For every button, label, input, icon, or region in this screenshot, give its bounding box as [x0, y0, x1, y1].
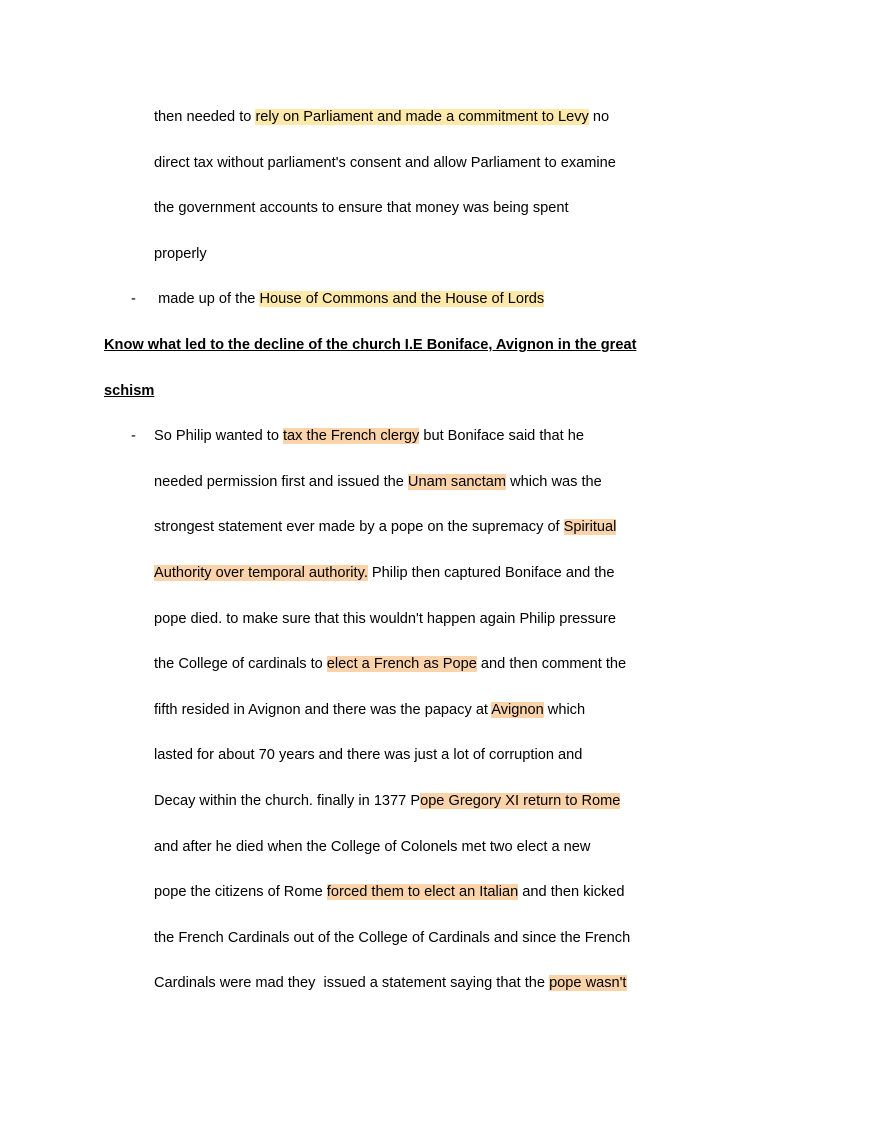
paragraph-line — [154, 642, 710, 688]
paragraph-line: lasted for about 70 years and there was just a lot of corruption and — [154, 747, 583, 764]
text-segment: but Boniface said that he — [419, 428, 584, 445]
paragraph-line — [154, 779, 710, 825]
bullet-list-item — [104, 277, 710, 323]
paragraph-line: direct tax without parliament's consent and allow Parliament to examine — [154, 154, 616, 171]
text-segment: Decay within the church. finally in 1377 P — [154, 792, 421, 809]
text-segment: pope the citizens of Rome — [154, 884, 327, 901]
bullet-marker: - — [131, 291, 136, 308]
text-segment: needed permission first and issued the — [154, 473, 408, 490]
paragraph-line: pope died. to make sure that this wouldn't happen again Philip pressure — [154, 610, 616, 627]
paragraph-line — [154, 870, 710, 916]
paragraph-line — [154, 505, 710, 551]
paragraph-line: properly — [154, 245, 207, 262]
document-body — [104, 95, 710, 1007]
text-segment: the College of cardinals to — [154, 656, 327, 673]
bullet-list-item — [104, 414, 710, 460]
text-segment: which was the — [506, 473, 602, 490]
text-segment: So Philip wanted to — [154, 428, 283, 445]
highlight-orange: Avignon — [491, 701, 544, 718]
paragraph-line: the government accounts to ensure that money was being spent — [154, 200, 569, 217]
highlight-orange: forced them to elect an Italian — [326, 884, 519, 901]
highlight-yellow: House of Commons and the House of Lords — [259, 291, 545, 308]
text-segment: Philip then captured Boniface and the — [367, 564, 615, 581]
section-heading-continuation: schism — [104, 382, 155, 399]
text-segment: no — [588, 109, 610, 125]
highlight-orange: Spiritual — [563, 519, 617, 536]
highlight-orange: elect a French as Pope — [326, 656, 477, 673]
bullet-marker: - — [131, 428, 136, 445]
text-segment: which — [543, 701, 586, 718]
highlight-yellow: rely on Parliament and made a commitment to Levy — [255, 109, 589, 125]
paragraph-line — [154, 95, 710, 141]
text-segment: and then comment the — [476, 656, 627, 673]
paragraph-line — [154, 688, 710, 734]
text-segment: Cardinals were mad they issued a statement saying that the — [154, 975, 550, 992]
paragraph-line: the French Cardinals out of the College of Cardinals and since the French — [154, 929, 631, 946]
paragraph-line — [154, 961, 710, 1007]
highlight-orange: ope Gregory XI return to Rome — [420, 792, 621, 809]
highlight-orange: tax the French clergy — [283, 428, 420, 445]
text-segment: strongest statement ever made by a pope on the supremacy of — [154, 519, 564, 536]
paragraph-line: and after he died when the College of Colonels met two elect a new — [154, 838, 591, 855]
text-segment: made up of the — [154, 291, 260, 308]
paragraph-line — [154, 551, 710, 597]
highlight-orange: Unam sanctam — [407, 473, 507, 490]
highlight-orange: pope wasn't — [549, 975, 627, 992]
text-segment: then needed to — [154, 109, 256, 125]
highlight-orange: Authority over temporal authority. — [154, 564, 368, 581]
section-heading: Know what led to the decline of the church I.E Boniface, Avignon in the great — [104, 336, 637, 353]
text-segment: and then kicked — [518, 884, 625, 901]
text-segment: fifth resided in Avignon and there was the papacy at — [154, 701, 492, 718]
paragraph-line — [154, 460, 710, 506]
